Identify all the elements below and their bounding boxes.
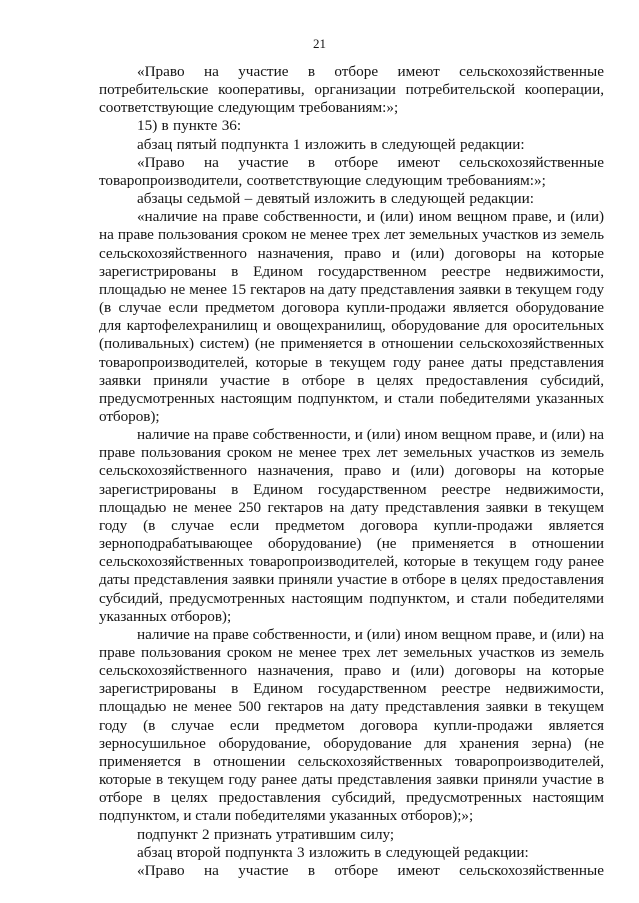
paragraph-requirement-500-hectares: наличие на праве собственности, и (или) ином вещном праве, и (или) на праве пользования сроком не менее трех лет земельных участков из земель сельскохозяйственного назначения, право и (или) договоры на которые зарегистрированы в Едином государственном реестре недвижимости, площадью не менее 500 гектаров на дату представления заявки в текущем году (в случае если предметом договора купли-продажи является зерносушильное оборудование, оборудование для хранения зерна) (не применяется в отношении сельскохозяйственных товаропроизводителей, которые в текущем году ранее даты представления заявки приняли участие в отборе в целях предоставления субсидий, предусмотренных настоящим подпунктом, и стали победителями указанных отборов);»; [99, 625, 604, 825]
paragraph-continued-eligibility: «Право на участие в отборе имеют сельскохозяйственные [137, 861, 604, 879]
paragraph-requirement-250-hectares: наличие на праве собственности, и (или) ином вещном праве, и (или) на праве пользования сроком не менее трех лет земельных участков из земель сельскохозяйственного назначения, право и (или) договоры на которые зарегистрированы в Едином государственном реестре недвижимости, площадью не менее 250 гектаров на дату представления заявки в текущем году (в случае если предметом договора купли-продажи является зерноподрабатывающее оборудование) (не применяется в отношении сельскохозяйственных товаропроизводителей, которые в текущем году ранее даты представления заявки приняли участие в отборе в целях предоставления субсидий, предусмотренных настоящим подпунктом, и стали победителями указанных отборов); [99, 426, 604, 625]
paragraph-amend-subitem-3: абзац второй подпункта 3 изложить в следующей редакции: [137, 843, 529, 861]
paragraph-producers-eligibility: «Право на участие в отборе имеют сельскохозяйственные товаропроизводители, соответствующие следующим требованиям:»; [99, 153, 604, 189]
paragraph-cooperatives-eligibility: «Право на участие в отборе имеют сельскохозяйственные потребительские кооперативы, организации потребительской кооперации, соответствующие следующим требованиям:»; [99, 63, 604, 117]
page-number: 21 [313, 36, 326, 51]
paragraph-amend-subitem-1: абзац пятый подпункта 1 изложить в следующей редакции: [137, 135, 525, 153]
document-body [99, 63, 604, 880]
paragraph-amend-paragraphs-7-9: абзацы седьмой – девятый изложить в следующей редакции: [137, 190, 535, 208]
paragraph-requirement-15-hectares: «наличие на праве собственности, и (или) ином вещном праве, и (или) на праве пользования сроком не менее трех лет земельных участков из земель сельскохозяйственного назначения, право и (или) договоры на которые зарегистрированы в Едином государственном реестре недвижимости, площадью не менее 15 гектаров на дату представления заявки в текущем году (в случае если предметом договора купли-продажи является оборудование для картофелехранилищ и овощехранилищ, оборудование для оросительных (поливальных) систем) (не применяется в отношении сельскохозяйственных товаропроизводителей, которые в текущем году ранее даты представления заявки приняли участие в отборе в целях предоставления субсидий, предусмотренных настоящим подпунктом, и стали победителями указанных отборов); [99, 208, 604, 425]
paragraph-item-15: 15) в пункте 36: [137, 117, 242, 135]
paragraph-subitem-2-repealed: подпункт 2 признать утратившим силу; [137, 825, 395, 843]
